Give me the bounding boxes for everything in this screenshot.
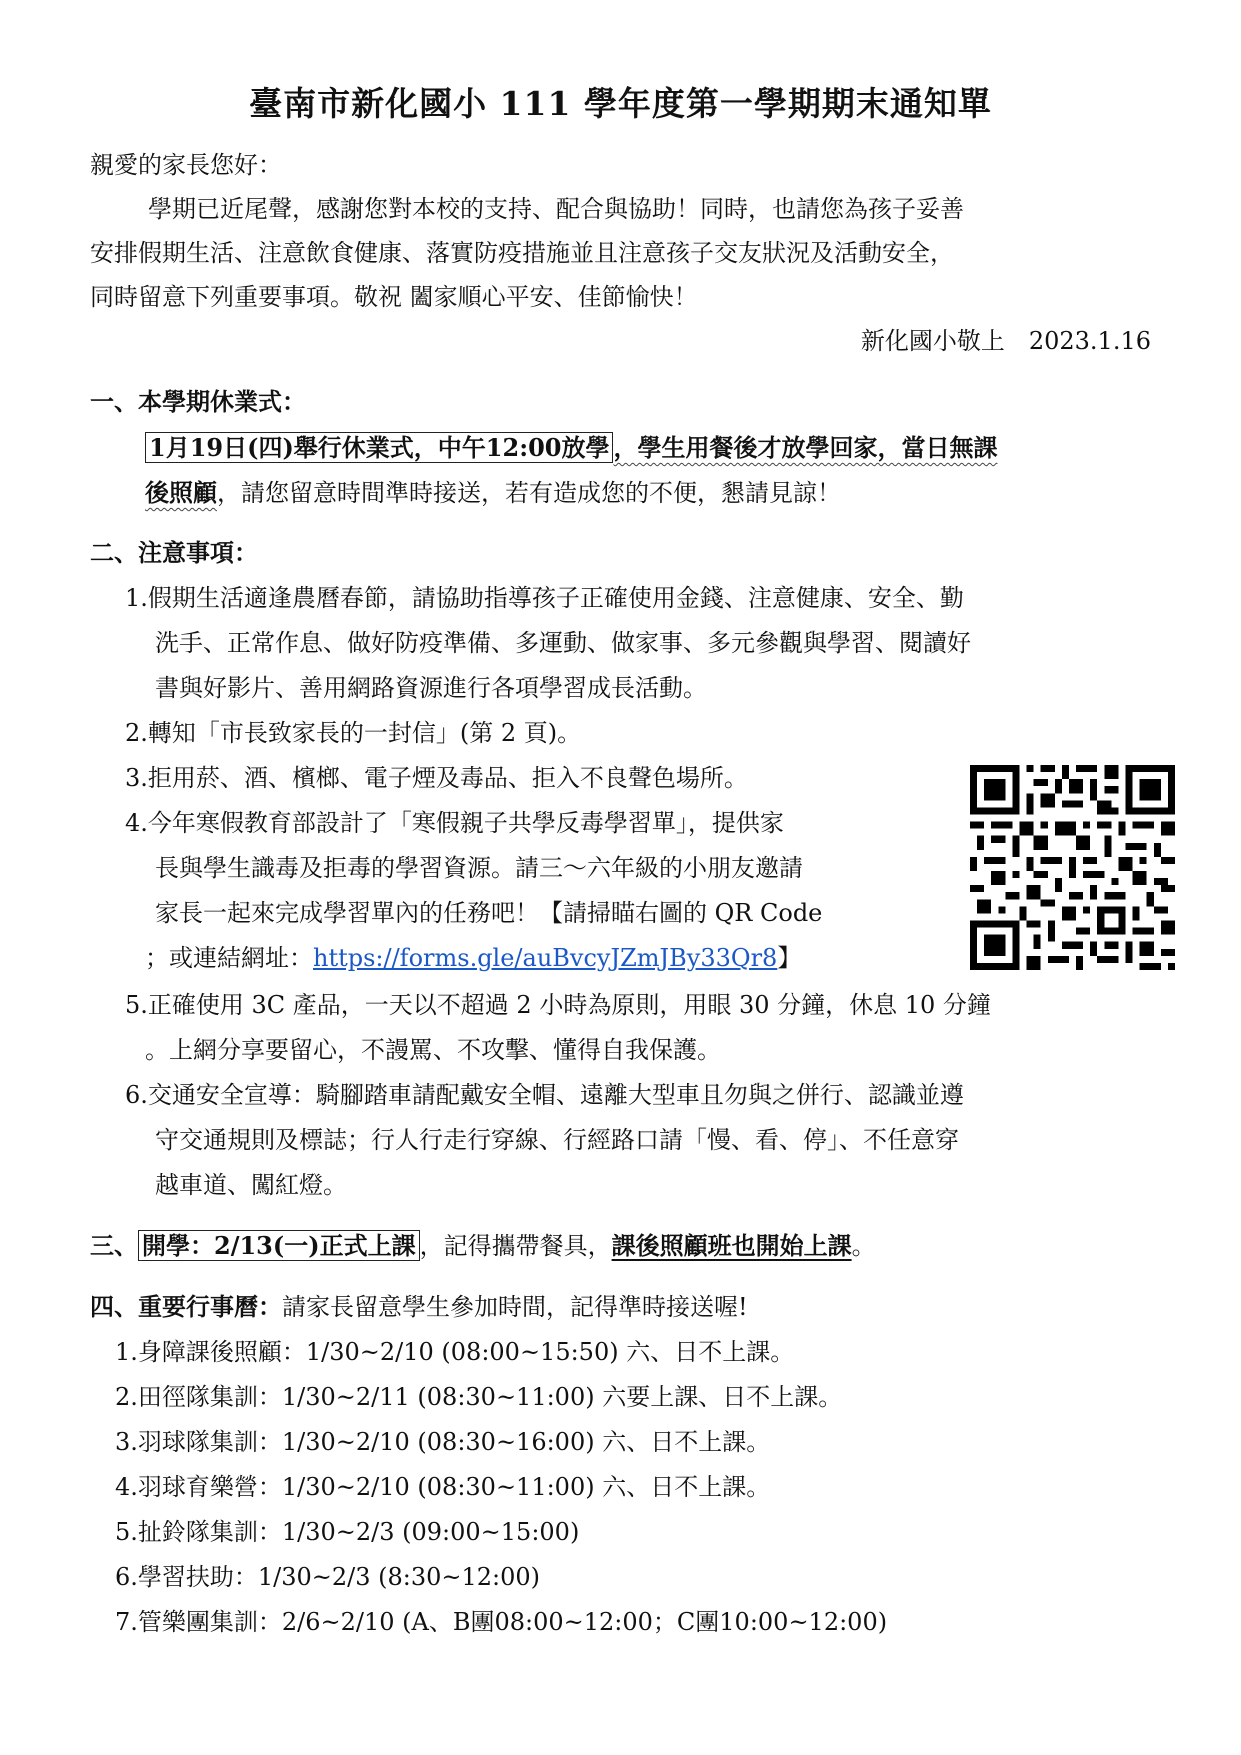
calendar-item-6: 6.學習扶助：1/30~2/3 (8:30~12:00) <box>115 1563 541 1591</box>
item2: 2.轉知「市長致家長的一封信」(第 2 頁)。 <box>125 719 582 747</box>
section4-heading-line <box>90 1290 748 1324</box>
item6-line-2: 守交通規則及標誌；行人行走行穿線、行經路口請「慢、看、停」、不任意穿 <box>155 1126 959 1154</box>
item4-line-3: 家長一起來完成學習單內的任務吧！【請掃瞄右圖的 QR Code <box>155 899 823 927</box>
calendar-item-1: 1.身障課後照顧：1/30~2/10 (08:00~15:50) 六、日不上課。 <box>115 1338 795 1366</box>
section1-bold-2: 後照顧 <box>145 478 217 507</box>
item1-line-1: 1.假期生活適逢農曆春節，請協助指導孩子正確使用金錢、注意健康、安全、勤 <box>125 584 964 612</box>
forms-link[interactable]: https://forms.gle/auBvcyJZmJBy33Qr8 <box>313 944 778 972</box>
section1-heading: 一、本學期休業式： <box>90 387 306 416</box>
intro-line-1: 學期已近尾聲，感謝您對本校的支持、配合與協助！同時，也請您為孩子妥善 <box>148 195 964 223</box>
item5-line-2: 。上網分享要留心，不謾罵、不攻擊、懂得自我保護。 <box>145 1036 721 1064</box>
section3-date-box: 開學：2/13(一)正式上課 <box>138 1230 420 1261</box>
item4-line-4 <box>145 941 801 975</box>
section2-heading: 二、注意事項： <box>90 538 258 567</box>
section3-end: 。 <box>851 1232 876 1260</box>
item4-line-2: 長與學生識毒及拒毒的學習資源。請三～六年級的小朋友邀請 <box>155 854 803 882</box>
section1-line-2 <box>145 476 841 510</box>
calendar-item-4: 4.羽球育樂營：1/30~2/10 (08:30~11:00) 六、日不上課。 <box>115 1473 771 1501</box>
section4-heading: 四、重要行事曆： <box>90 1292 282 1321</box>
greeting: 親愛的家長您好： <box>90 151 282 179</box>
calendar-item-7: 7.管樂團集訓：2/6~2/10 (A、B團08:00~12:00；C團10:00~12:00) <box>115 1608 888 1636</box>
item6-line-1: 6.交通安全宣導：騎腳踏車請配戴安全帽、遠離大型車且勿與之併行、認識並遵 <box>125 1081 964 1109</box>
calendar-item-2: 2.田徑隊集訓：1/30~2/11 (08:30~11:00) 六要上課、日不上課。 <box>115 1383 843 1411</box>
item3: 3.拒用菸、酒、檳榔、電子煙及毒品、拒入不良聲色場所。 <box>125 764 748 792</box>
page-title: 臺南市新化國小 111 學年度第一學期期末通知單 <box>249 84 992 123</box>
section4-note: 請家長留意學生參加時間，記得準時接送喔! <box>282 1293 748 1321</box>
item4-suffix: 】 <box>777 944 802 972</box>
section1-line-1 <box>145 431 997 465</box>
qr-code-icon[interactable] <box>970 765 1175 970</box>
section1-bold-1: ，學生用餐後才放學回家，當日無課 <box>613 433 998 462</box>
section3-prefix: 三、 <box>90 1231 138 1260</box>
calendar-item-3: 3.羽球隊集訓：1/30~2/10 (08:30~16:00) 六、日不上課。 <box>115 1428 771 1456</box>
section1-rest: ，請您留意時間準時接送，若有造成您的不便，懇請見諒！ <box>217 479 841 507</box>
item1-line-3: 書與好影片、善用網路資源進行各項學習成長活動。 <box>155 674 707 702</box>
section3-middle: ，記得攜帶餐具， <box>419 1232 612 1260</box>
intro-line-2: 安排假期生活、注意飲食健康、落實防疫措施並且注意孩子交友狀況及活動安全， <box>90 239 954 267</box>
item1-line-2: 洗手、正常作息、做好防疫準備、多運動、做家事、多元參觀與學習、閱讀好 <box>155 629 971 657</box>
section3 <box>90 1229 876 1263</box>
section3-underlined: 課後照顧班也開始上課 <box>611 1231 852 1260</box>
item6-line-3: 越車道、闖紅燈。 <box>155 1171 347 1199</box>
intro-line-3: 同時留意下列重要事項。敬祝 闔家順心平安、佳節愉快！ <box>90 283 698 311</box>
section1-date-box: 1月19日(四)舉行休業式，中午12:00放學 <box>145 432 613 463</box>
item5-line-1: 5.正確使用 3C 產品，一天以不超過 2 小時為原則，用眼 30 分鐘，休息 10 分鐘 <box>125 991 991 1019</box>
calendar-item-5: 5.扯鈴隊集訓：1/30~2/3 (09:00~15:00) <box>115 1518 580 1546</box>
item4-prefix: ；或連結網址： <box>145 944 313 972</box>
item4-line-1: 4.今年寒假教育部設計了「寒假親子共學反毒學習單」，提供家 <box>125 809 784 837</box>
signature: 新化國小敬上 2023.1.16 <box>860 327 1151 355</box>
